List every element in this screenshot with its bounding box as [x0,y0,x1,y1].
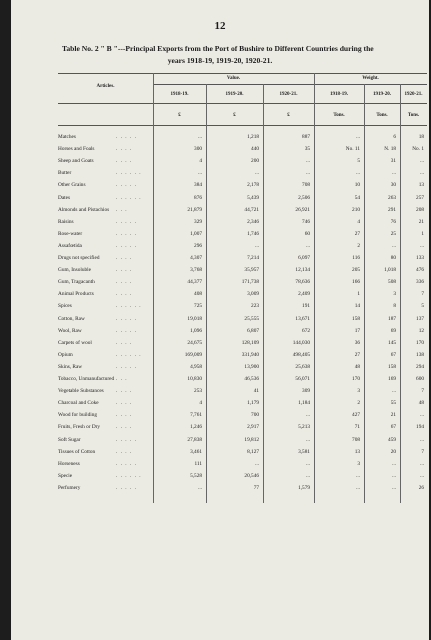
cell-v1: 4,307 [190,255,202,261]
cell-w1: 17 [354,327,360,334]
cell-w1: 1 [357,291,360,298]
cell-v3: ... [306,436,310,443]
cell-v2: 3,009 [247,291,259,298]
cell-w1: 48 [354,363,360,370]
cell-v2: 2,178 [247,182,259,189]
table-row [58,412,427,423]
table-row [58,352,427,363]
cell-v3: 2,506 [298,194,310,201]
cell-w1: 10 [354,182,360,189]
table-row [58,219,427,230]
leader-dots: . . . . [116,255,133,261]
table-row [58,424,427,435]
cell-w2: ... [392,388,396,395]
cell-v1: 296 [194,242,202,249]
cell-w2: 31 [390,158,396,165]
cell-v2: ... [255,460,259,467]
header-unit: Tons. [376,113,388,118]
cell-w2: 21 [390,412,396,419]
cell-w3: 170 [416,339,424,346]
cell-v3: ... [306,242,310,249]
cell-v1: 21,879 [187,206,202,213]
cell-v2: 1,746 [247,230,259,237]
cell-w1: 14 [354,303,360,310]
cell-w3: 18 [418,134,424,140]
article-name: Wood for building [58,412,98,419]
cell-v3: 1,184 [298,400,310,407]
cell-w1: 71 [354,424,360,431]
table-row [58,158,427,169]
cell-v2: 41 [253,388,259,395]
article-name: Specie [58,472,73,479]
cell-v3: ... [306,170,310,177]
leader-dots: . . . [116,206,128,213]
cell-v1: 3,461 [190,448,202,455]
cell-w2: 55 [390,400,396,407]
leader-dots: . . . . . [116,242,137,249]
cell-v3: 887 [302,134,310,140]
cell-w1: 708 [352,436,360,443]
cell-w1: ... [356,484,360,491]
cell-w3: 133 [416,255,424,261]
units-bottom-rule [58,125,427,126]
cell-w1: ... [356,134,360,140]
header-value: Value. [226,76,241,81]
table-row [58,473,427,484]
cell-v2: 171,738 [241,279,259,286]
cell-w3: 7 [421,448,424,455]
cell-w2: 6 [393,134,396,140]
article-name: Charcoal and Coke [58,400,99,407]
leader-dots: . . . . [116,448,133,455]
cell-v3: 144,030 [292,339,310,346]
cell-w2: 459 [388,436,396,443]
leader-dots: . . . . . [116,182,137,189]
header-year: 1919-20. [373,92,391,97]
article-name: Horseness [58,460,80,467]
cell-v3: 498,405 [292,351,310,358]
article-name: Butter [58,170,72,177]
cell-w3: 294 [416,363,424,370]
table-row [58,291,427,302]
cell-v2: 13,900 [244,363,259,370]
cell-w3: ... [420,158,424,165]
article-name: Raisins [58,218,74,225]
cell-v3: 746 [302,218,310,225]
cell-w3: 336 [416,279,424,286]
page-number: 12 [214,20,226,32]
cell-w2: ... [392,242,396,249]
cell-w3: 138 [416,351,424,358]
header-year: 1918-19. [330,92,348,97]
cell-v2: 2,917 [247,424,259,431]
cell-v2: 6,807 [247,327,259,334]
leader-dots: . . . . [116,400,133,407]
article-name: Dates [58,194,71,201]
table-row [58,267,427,278]
table-row [58,134,427,145]
cell-v1: 876 [194,194,202,201]
table-row [58,316,427,327]
leader-dots: . . . . [116,388,133,395]
cell-v2: 2,346 [247,218,259,225]
table-row [58,376,427,387]
cell-v1: 3,768 [190,267,202,274]
cell-v1: ... [198,134,202,140]
header-articles: Articles. [96,84,115,89]
cell-w1: 13 [354,448,360,455]
cell-v1: 300 [194,146,202,153]
article-name: Tissues of Cotton [58,448,96,455]
cell-v1: 44,377 [187,279,202,286]
leader-dots: . . . . [116,158,133,165]
cell-w3: 476 [416,267,424,274]
cell-w1: ... [356,472,360,479]
cell-w2: 76 [390,218,396,225]
cell-w2: 67 [390,424,396,431]
cell-w3: 208 [416,206,424,213]
table-row [58,340,427,351]
cell-v1: 19,018 [187,315,202,322]
cell-w3: 26 [418,484,424,491]
cell-v3: ... [306,460,310,467]
cell-w2: ... [392,472,396,479]
cell-w1: 27 [354,351,360,358]
leader-dots: . . . . . . [116,170,142,177]
cell-v1: ... [198,484,202,491]
cell-w2: 263 [388,194,396,201]
cell-w3: ... [420,412,424,419]
article-name: Assafœtida [58,242,82,249]
leader-dots: . . . . . [116,327,137,334]
cell-w1: 170 [352,376,360,382]
article-name: Animal Products [58,291,94,298]
cell-w1: 427 [352,412,360,419]
article-name: Soft Sugar [58,436,81,443]
article-name: Sheep and Goats [58,158,94,165]
header-unit: £ [233,113,236,118]
cell-w1: 36 [354,339,360,346]
header-unit: Tons. [407,113,420,118]
article-name: Gum, Insoluble [58,267,91,274]
cell-v1: 408 [194,291,202,298]
cell-v2: 700 [251,412,259,419]
cell-v1: 1,007 [190,230,202,237]
leader-dots: . . . . [116,339,133,346]
leader-dots: . . . . . [116,460,137,467]
cell-w1: 166 [352,279,360,286]
cell-v1: 5,528 [190,472,202,479]
cell-v3: 26,921 [295,206,310,213]
leader-dots: . . . . [116,291,133,298]
cell-v1: 27,838 [187,436,202,443]
cell-v1: 1,096 [190,327,202,334]
cell-v2: 440 [251,146,259,153]
cell-v2: ... [255,242,259,249]
cell-v1: 329 [194,218,202,225]
header-unit: £ [178,113,181,118]
cell-w2: 3 [393,291,396,298]
cell-w2: ... [392,460,396,467]
leader-dots: . . . . . [116,436,137,443]
table-row [58,279,427,290]
cell-w1: 4 [357,218,360,225]
cell-w1: 27 [354,230,360,237]
table-top-rule [58,73,427,74]
leader-dots: . . . . [116,279,133,286]
article-name: Matches [58,134,76,140]
table-row [58,195,427,206]
cell-v2: 77 [253,484,259,491]
cell-v1: 1,246 [190,424,202,431]
cell-w3: 13 [418,182,424,189]
cell-v2: 35,957 [244,267,259,274]
cell-w3: 21 [418,218,424,225]
header-unit: Tons. [333,113,345,118]
cell-v3: 56,071 [295,376,310,382]
cell-v2: 1,179 [247,400,259,407]
cell-v1: 384 [194,182,202,189]
cell-v3: 78,636 [295,279,310,286]
leader-dots: . . . . . [116,315,137,322]
cell-v2: 44,721 [244,206,259,213]
leader-dots: . . . [116,376,128,382]
cell-v2: ... [255,170,259,177]
cell-v3: ... [306,158,310,165]
article-name: Almonds and Pistachios [58,206,110,213]
article-name: Spices [58,303,72,310]
leader-dots: . . . . . [116,363,137,370]
cell-w1: 158 [352,315,360,322]
cell-w1: 210 [352,206,360,213]
cell-v2: 5,439 [247,194,259,201]
cell-w3: 194 [416,424,424,431]
cell-w3: 12 [418,327,424,334]
header-unit: £ [287,113,290,118]
cell-w2: 80 [390,255,396,261]
cell-v1: 111 [194,460,202,467]
cell-w3: 257 [416,194,424,201]
cell-w3: 5 [421,303,424,310]
cell-v3: ... [306,472,310,479]
table-row [58,231,427,242]
cell-v1: 4,958 [190,363,202,370]
cell-v2: 200 [251,158,259,165]
cell-v1: 253 [194,388,202,395]
table-row [58,400,427,411]
leader-dots: . . . . . . [116,303,142,310]
cell-v2: 128,109 [241,339,259,346]
cell-w1: No. 11 [345,146,360,153]
table-row [58,255,427,266]
cell-v1: 725 [194,303,202,310]
table-title-line2: years 1918-19, 1919-20, 1920-21. [167,56,273,65]
header-weight: Weight. [362,76,379,81]
cell-v3: 5,213 [298,424,310,431]
article-name: Vegetable Substances [58,388,104,395]
article-name: Wool, Raw [58,327,82,334]
cell-v1: 4 [199,400,202,407]
header-year: 1920-21. [404,92,423,97]
cell-w1: 2 [357,242,360,249]
cell-w1: ... [356,170,360,177]
table-row [58,170,427,181]
cell-v3: 309 [302,388,310,395]
cell-v3: 25,638 [295,363,310,370]
document-page [11,0,429,640]
table-row [58,182,427,193]
leader-dots: . . . . . [116,230,137,237]
cell-v2: 20,546 [244,472,259,479]
cell-w3: 7 [421,388,424,395]
cell-w2: 508 [388,279,396,286]
cell-w2: 67 [390,351,396,358]
leader-dots: . . . . [116,267,133,274]
cell-w3: 7 [421,291,424,298]
cell-v2: 19,812 [244,436,259,443]
cell-v3: 6,097 [298,255,310,261]
cell-w2: 169 [388,376,396,382]
cell-v1: ... [198,170,202,177]
cell-v1: 24,675 [187,339,202,346]
cell-w2: 145 [388,339,396,346]
cell-v3: 12,134 [295,267,310,274]
article-name: Perfumery [58,484,81,491]
leader-dots: . . . . . . [116,194,142,201]
article-name: Tobacco, Unmanufactured [58,376,115,382]
table-row [58,449,427,460]
cell-w2: 187 [388,315,396,322]
leader-dots: . . . . [116,412,133,419]
cell-w1: 205 [352,267,360,274]
header-year: 1918-19. [170,92,189,97]
cell-v1: 7,761 [190,412,202,419]
cell-w3: ... [420,460,424,467]
table-row [58,461,427,472]
cell-w3: 1 [421,230,424,237]
cell-v3: 13,671 [295,315,310,322]
leader-dots: . . . . . . [116,351,142,358]
article-name: Drugs not specified [58,255,100,261]
cell-v1: 4 [199,158,202,165]
article-name: Horses and Foals [58,146,95,153]
table-row [58,303,427,314]
cell-v3: 3,581 [298,448,310,455]
leader-dots: . . . . . [116,218,137,225]
cell-v2: 1,218 [247,134,259,140]
cell-w2: ... [392,484,396,491]
header-bottom-rule [58,103,427,104]
article-name: Rose-water [58,230,83,237]
cell-v3: 672 [302,327,310,334]
cell-w2: 158 [388,363,396,370]
cell-v2: 8,127 [247,448,259,455]
cell-w1: 54 [354,194,360,201]
table-row [58,146,427,157]
cell-w1: 2 [357,400,360,407]
cell-w2: N. 18 [384,146,396,153]
cell-w2: ... [392,170,396,177]
cell-v2: 46,536 [244,376,259,382]
cell-v2: 7,214 [247,255,259,261]
table-row [58,388,427,399]
cell-v3: ... [306,412,310,419]
cell-w3: 137 [416,315,424,322]
cell-w3: 48 [418,400,424,407]
cell-w2: 20 [390,448,396,455]
cell-v2: 331,940 [241,351,259,358]
table-row [58,437,427,448]
article-name: Skins, Raw [58,363,83,370]
table-row [58,364,427,375]
cell-w1: 116 [352,255,360,261]
cell-w3: ... [420,472,424,479]
cell-w3: ... [420,436,424,443]
table-row [58,207,427,218]
article-name: Cotton, Raw [58,315,85,322]
table-row [58,243,427,254]
cell-w1: 5 [357,158,360,165]
article-name: Carpets of wool [58,339,92,346]
cell-v3: 1,579 [298,484,310,491]
cell-v2: 25,555 [244,315,259,322]
leader-dots: . . . . . [116,484,137,491]
cell-v3: 2,409 [298,291,310,298]
cell-w2: 8 [393,303,396,310]
header-mid-rule [153,84,427,85]
cell-w3: 600 [416,376,424,382]
table-title-line1: Table No. 2 " B "---Principal Exports from the Port of Bushire to Different Countries during the [62,44,374,53]
header-year: 1919-20. [225,92,244,97]
cell-w2: 25 [390,230,396,237]
cell-v3: 35 [304,146,310,153]
cell-w3: No. 1 [412,146,424,153]
cell-w1: 3 [357,388,360,395]
cell-v3: 708 [302,182,310,189]
cell-w3: ... [420,170,424,177]
table-row [58,485,427,496]
cell-w2: 291 [388,206,396,213]
cell-v1: 169,009 [184,351,202,358]
cell-w2: 30 [390,182,396,189]
header-year: 1920-21. [279,92,298,97]
table-row [58,328,427,339]
leader-dots: . . . . [116,424,133,431]
cell-v3: 60 [304,230,310,237]
cell-w2: 1,018 [384,267,396,274]
leader-dots: . . . . . . [116,472,142,479]
cell-w3: ... [420,242,424,249]
cell-w1: 3 [357,460,360,467]
article-name: Other Grains [58,182,86,189]
cell-v1: 10,830 [187,376,202,382]
leader-dots: . . . . [116,146,133,153]
cell-v2: 223 [251,303,259,310]
article-name: Opium [58,351,73,358]
cell-w2: 69 [390,327,396,334]
article-name: Fruits, Fresh or Dry [58,424,101,431]
article-name: Gum, Tragacanth [58,279,95,286]
leader-dots: . . . . . [116,134,137,140]
cell-v3: 191 [302,303,310,310]
